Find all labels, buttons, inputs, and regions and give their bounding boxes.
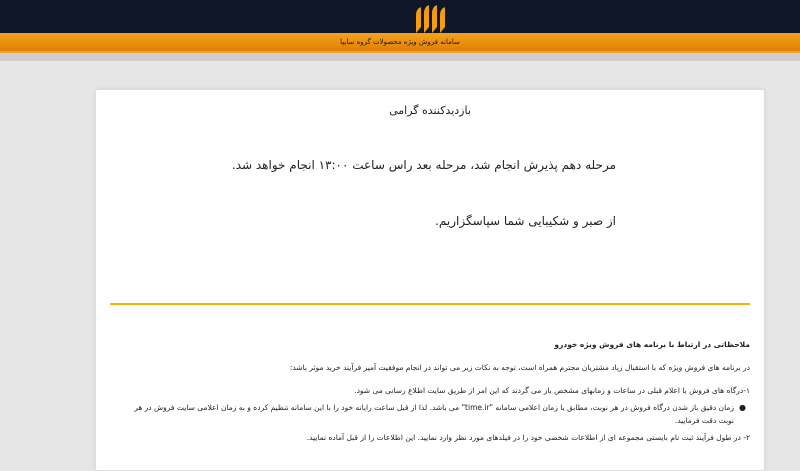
notes-bullet-1 [130, 401, 750, 427]
thanks-text: از صبر و شکیبایی شما سپاسگزاریم. [435, 214, 616, 228]
notes-item-2: ۲- در طول فرآیند ثبت نام بایستی مجموعه ای از اطلاعات شخصی خود را در فیلدهای مورد نظر وارد نمایید. این اطلاعات را از قبل آماده نمایید. [306, 433, 750, 442]
notes-intro: در برنامه های فروش ویژه که با استقبال زیاد مشتریان محترم همراه است، توجه به نکات زیر می تواند در انجام موفقیت آمیز فرآیند خرید موثر باشد: [289, 363, 750, 372]
site-subtitle: سامانه فروش ویژه محصولات گروه سایپا [340, 38, 460, 46]
section-divider [110, 303, 750, 305]
greeting-heading: بازدیدکننده گرامی [389, 104, 471, 117]
notes-section [130, 338, 750, 448]
header-shadow-strip [0, 53, 800, 61]
announcement-card [95, 89, 765, 471]
notes-bullet-text: زمان دقیق باز شدن درگاه فروش در هر نوبت، مطابق با زمان اعلامی سامانه "time.ir" می باشد. لذا از قبل ساعت رایانه خود را با این سامانه تنظیم کرده و به زمان اعلامی سایت فروش در هر نوبت دقت فرمایید. [134, 403, 734, 425]
saipa-logo-icon[interactable] [408, 5, 448, 35]
bullet-icon: ● [739, 403, 746, 412]
notes-title: ملاحظاتی در ارتباط با برنامه های فروش ویژه خودرو [554, 340, 750, 349]
announcement-text: مرحله دهم پذیرش انجام شد، مرحله بعد راس ساعت ۱۳:۰۰ انجام خواهد شد. [231, 158, 616, 172]
notes-item-1: ۱-درگاه های فروش با اعلام قبلی در ساعات و زمانهای مشخص باز می گردند که این امر از طریق سایت اطلاع رسانی می شود. [354, 386, 750, 395]
